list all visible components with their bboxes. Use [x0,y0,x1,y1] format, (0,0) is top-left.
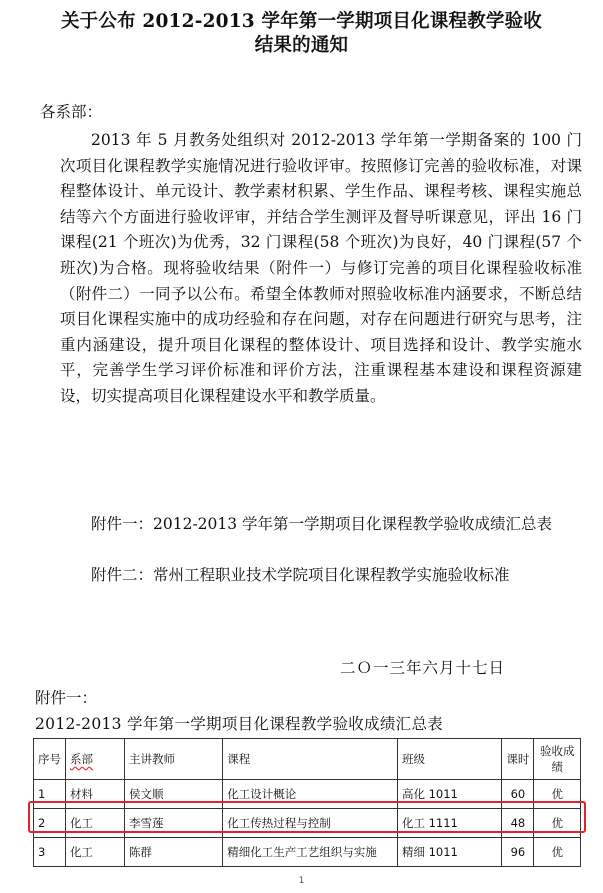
cell-course: 化工传热过程与控制 [223,809,398,838]
cell-hours: 96 [502,838,534,867]
cell-num: 2 [34,809,66,838]
document-title [20,10,583,58]
cell-teacher: 侯文顺 [124,780,222,809]
title-line-1: 关于公布 2012-2013 学年第一学期项目化课程教学验收 [60,11,543,32]
cell-dept: 材料 [66,780,125,809]
header-dept [66,739,125,780]
header-grade: 验收成绩 [534,739,581,780]
table-header-row [34,739,581,780]
cell-class: 高化 1011 [397,780,501,809]
greeting: 各系部： [40,103,103,121]
cell-grade: 优 [534,809,581,838]
cell-course: 化工设计概论 [223,780,398,809]
cell-course: 精细化工生产工艺组织与实施 [223,838,398,867]
table-title: 2012-2013 学年第一学期项目化课程教学验收成绩汇总表 [35,715,444,733]
highlight-box [28,801,586,833]
cell-num: 3 [34,838,66,867]
page-number: 1 [298,876,305,886]
header-course: 课程 [223,739,398,780]
attachment-1-line: 附件一：2012-2013 学年第一学期项目化课程教学验收成绩汇总表 [91,515,553,533]
cell-teacher: 李雪莲 [124,809,222,838]
header-num: 序号 [34,739,66,780]
cell-hours: 48 [502,809,534,838]
cell-class: 化工 1111 [397,809,501,838]
header-class: 班级 [397,739,501,780]
attachment-2-line: 附件二：常州工程职业技术学院项目化课程教学实施验收标准 [91,566,510,584]
cell-grade: 优 [534,838,581,867]
appendix-label: 附件一： [35,689,98,707]
header-hours: 课时 [502,739,534,780]
cell-class: 精细 1011 [397,838,501,867]
header-dept-text: 系部 [70,752,94,766]
body-paragraph: 2013 年 5 月教务处组织对 2012-2013 学年第一学期备案的 100 门次项目化课程教学实施情况进行验收评审。按照修订完善的验收标准，对课程整体设计、单元设计、教学素材积累、学生作品、课程考核、课程实施总结等六个方面进行验收评审，并结合学生测评及督导听课意见，评出 16 门课程(21 个班次)为优秀，32 门课程(58 个班次)为良好，40 门课程(57 个班次)为合格。现将验收结果（附件一）与修订完善的项目化课程验收标准（附件二）一同予以公布。希望全体教师对照验收标准内涵要求，不断总结项目化课程实施中的成功经验和存在问题，对存在问题进行研究与思考，注重内涵建设，提升项目化课程的整体设计、项目选择和设计、教学实施水平，完善学生学习评价标准和评价方法，注重课程基本建设和课程资源建设，切实提高项目化课程建设水平和教学质量。 [60,131,582,405]
cell-dept: 化工 [66,809,125,838]
title-line-2: 结果的通知 [254,35,349,56]
cell-num: 1 [34,780,66,809]
cell-teacher: 陈群 [124,838,222,867]
cell-hours: 60 [502,780,534,809]
issue-date: 二Ｏ一三年六月十七日 [340,659,506,677]
cell-grade: 优 [534,780,581,809]
header-teacher: 主讲教师 [124,739,222,780]
cell-dept: 化工 [66,838,125,867]
table-row [34,838,581,867]
